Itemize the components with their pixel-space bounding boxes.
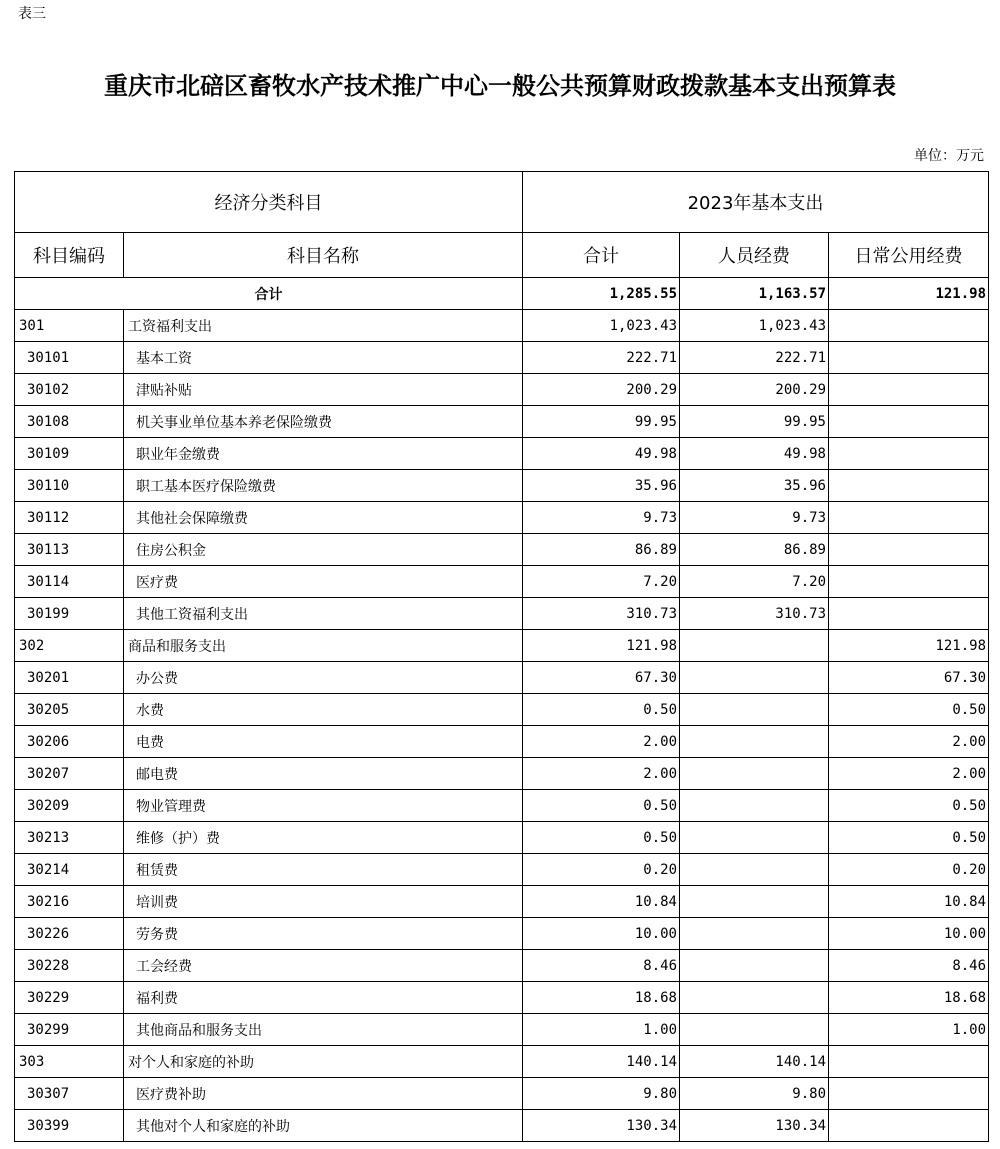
table-row (15, 662, 989, 694)
table-row (15, 374, 989, 406)
row-name: 其他对个人和家庭的补助 (124, 1110, 523, 1142)
row-name: 物业管理费 (124, 790, 523, 822)
table-row (15, 982, 989, 1014)
header-public: 日常公用经费 (829, 233, 989, 278)
row-code: 30214 (15, 854, 124, 886)
row-code: 30299 (15, 1014, 124, 1046)
row-name: 租赁费 (124, 854, 523, 886)
row-total: 0.20 (523, 854, 680, 886)
row-personnel (680, 758, 829, 790)
row-code: 30113 (15, 534, 124, 566)
row-total: 200.29 (523, 374, 680, 406)
row-name: 职工基本医疗保险缴费 (124, 470, 523, 502)
row-personnel (680, 726, 829, 758)
row-personnel: 35.96 (680, 470, 829, 502)
row-total: 8.46 (523, 950, 680, 982)
row-total: 67.30 (523, 662, 680, 694)
row-total: 1,023.43 (523, 310, 680, 342)
row-name: 福利费 (124, 982, 523, 1014)
row-name: 邮电费 (124, 758, 523, 790)
table-row (15, 822, 989, 854)
row-code: 30108 (15, 406, 124, 438)
table-row (15, 1110, 989, 1142)
row-public: 18.68 (829, 982, 989, 1014)
row-name: 医疗费 (124, 566, 523, 598)
row-name: 工资福利支出 (124, 310, 523, 342)
table-row (15, 1046, 989, 1078)
row-code: 30114 (15, 566, 124, 598)
total-public: 121.98 (829, 278, 989, 310)
row-personnel (680, 694, 829, 726)
row-personnel: 222.71 (680, 342, 829, 374)
row-name: 工会经费 (124, 950, 523, 982)
table-row (15, 950, 989, 982)
table-row (15, 598, 989, 630)
row-code: 30206 (15, 726, 124, 758)
header-total: 合计 (523, 233, 680, 278)
row-public: 0.50 (829, 822, 989, 854)
row-total: 2.00 (523, 726, 680, 758)
row-name: 基本工资 (124, 342, 523, 374)
row-public (829, 1110, 989, 1142)
row-code: 30109 (15, 438, 124, 470)
row-code: 301 (15, 310, 124, 342)
row-code: 30213 (15, 822, 124, 854)
row-name: 劳务费 (124, 918, 523, 950)
row-code: 30110 (15, 470, 124, 502)
row-name: 培训费 (124, 886, 523, 918)
row-public (829, 534, 989, 566)
row-total: 10.84 (523, 886, 680, 918)
row-public: 2.00 (829, 726, 989, 758)
row-name: 对个人和家庭的补助 (124, 1046, 523, 1078)
row-personnel: 7.20 (680, 566, 829, 598)
row-name: 办公费 (124, 662, 523, 694)
header-econ-category: 经济分类科目 (15, 172, 523, 233)
row-name: 水费 (124, 694, 523, 726)
header-row-1 (15, 172, 989, 233)
row-public: 0.50 (829, 790, 989, 822)
row-name: 电费 (124, 726, 523, 758)
table-row (15, 694, 989, 726)
table-row (15, 342, 989, 374)
row-total: 222.71 (523, 342, 680, 374)
row-code: 302 (15, 630, 124, 662)
table-row (15, 918, 989, 950)
row-personnel (680, 630, 829, 662)
table-number: 表三 (18, 6, 46, 22)
table-row (15, 534, 989, 566)
row-name: 其他商品和服务支出 (124, 1014, 523, 1046)
row-code: 30228 (15, 950, 124, 982)
row-public: 1.00 (829, 1014, 989, 1046)
header-name: 科目名称 (124, 233, 523, 278)
row-code: 30399 (15, 1110, 124, 1142)
row-personnel (680, 854, 829, 886)
header-year-expense: 2023年基本支出 (523, 172, 989, 233)
total-label: 合计 (15, 278, 523, 310)
row-code: 30201 (15, 662, 124, 694)
total-personnel: 1,163.57 (680, 278, 829, 310)
row-code: 30307 (15, 1078, 124, 1110)
row-public (829, 502, 989, 534)
row-public (829, 438, 989, 470)
row-public: 67.30 (829, 662, 989, 694)
row-total: 86.89 (523, 534, 680, 566)
row-code: 30101 (15, 342, 124, 374)
table-row (15, 854, 989, 886)
row-total: 49.98 (523, 438, 680, 470)
row-public (829, 1078, 989, 1110)
row-total: 99.95 (523, 406, 680, 438)
row-public (829, 374, 989, 406)
page-title: 重庆市北碚区畜牧水产技术推广中心一般公共预算财政拨款基本支出预算表 (104, 71, 896, 100)
row-public (829, 406, 989, 438)
row-total: 130.34 (523, 1110, 680, 1142)
row-total: 9.73 (523, 502, 680, 534)
row-public (829, 1046, 989, 1078)
row-total: 9.80 (523, 1078, 680, 1110)
table-row (15, 310, 989, 342)
row-public (829, 310, 989, 342)
row-public: 0.50 (829, 694, 989, 726)
row-personnel (680, 982, 829, 1014)
budget-table (14, 171, 989, 1142)
row-personnel: 9.73 (680, 502, 829, 534)
row-name: 医疗费补助 (124, 1078, 523, 1110)
row-name: 机关事业单位基本养老保险缴费 (124, 406, 523, 438)
table-row (15, 726, 989, 758)
table-row (15, 406, 989, 438)
row-public (829, 566, 989, 598)
row-personnel: 310.73 (680, 598, 829, 630)
row-public: 2.00 (829, 758, 989, 790)
table-row (15, 438, 989, 470)
row-public: 10.84 (829, 886, 989, 918)
row-total: 2.00 (523, 758, 680, 790)
row-code: 30209 (15, 790, 124, 822)
row-personnel: 1,023.43 (680, 310, 829, 342)
row-total: 0.50 (523, 822, 680, 854)
row-code: 30216 (15, 886, 124, 918)
row-personnel (680, 662, 829, 694)
row-code: 30102 (15, 374, 124, 406)
row-total: 140.14 (523, 1046, 680, 1078)
row-code: 303 (15, 1046, 124, 1078)
row-personnel: 9.80 (680, 1078, 829, 1110)
table-row (15, 886, 989, 918)
table-row (15, 630, 989, 662)
unit-label: 单位：万元 (914, 148, 984, 164)
row-personnel (680, 950, 829, 982)
row-code: 30226 (15, 918, 124, 950)
row-public (829, 342, 989, 374)
table-row (15, 790, 989, 822)
row-code: 30205 (15, 694, 124, 726)
row-code: 30207 (15, 758, 124, 790)
row-name: 津贴补贴 (124, 374, 523, 406)
row-total: 18.68 (523, 982, 680, 1014)
total-amount: 1,285.55 (523, 278, 680, 310)
header-code: 科目编码 (15, 233, 124, 278)
row-total: 121.98 (523, 630, 680, 662)
row-name: 住房公积金 (124, 534, 523, 566)
row-total: 10.00 (523, 918, 680, 950)
row-personnel: 200.29 (680, 374, 829, 406)
row-code: 30199 (15, 598, 124, 630)
row-name: 职业年金缴费 (124, 438, 523, 470)
table-row (15, 566, 989, 598)
row-public (829, 598, 989, 630)
row-public: 10.00 (829, 918, 989, 950)
row-name: 商品和服务支出 (124, 630, 523, 662)
header-personnel: 人员经费 (680, 233, 829, 278)
row-personnel: 99.95 (680, 406, 829, 438)
row-public (829, 470, 989, 502)
row-public: 121.98 (829, 630, 989, 662)
row-total: 310.73 (523, 598, 680, 630)
table-row (15, 502, 989, 534)
row-name: 其他工资福利支出 (124, 598, 523, 630)
row-personnel: 130.34 (680, 1110, 829, 1142)
row-personnel (680, 822, 829, 854)
row-total: 7.20 (523, 566, 680, 598)
table-row (15, 758, 989, 790)
total-row (15, 278, 989, 310)
row-personnel (680, 886, 829, 918)
row-personnel (680, 918, 829, 950)
row-personnel (680, 790, 829, 822)
row-personnel (680, 1014, 829, 1046)
row-personnel: 140.14 (680, 1046, 829, 1078)
row-public: 0.20 (829, 854, 989, 886)
row-total: 0.50 (523, 790, 680, 822)
row-name: 其他社会保障缴费 (124, 502, 523, 534)
row-code: 30229 (15, 982, 124, 1014)
table-row (15, 1078, 989, 1110)
row-total: 1.00 (523, 1014, 680, 1046)
row-name: 维修（护）费 (124, 822, 523, 854)
row-public: 8.46 (829, 950, 989, 982)
header-row-2 (15, 233, 989, 278)
row-code: 30112 (15, 502, 124, 534)
table-row (15, 470, 989, 502)
row-personnel: 86.89 (680, 534, 829, 566)
table-row (15, 1014, 989, 1046)
row-total: 35.96 (523, 470, 680, 502)
row-personnel: 49.98 (680, 438, 829, 470)
row-total: 0.50 (523, 694, 680, 726)
